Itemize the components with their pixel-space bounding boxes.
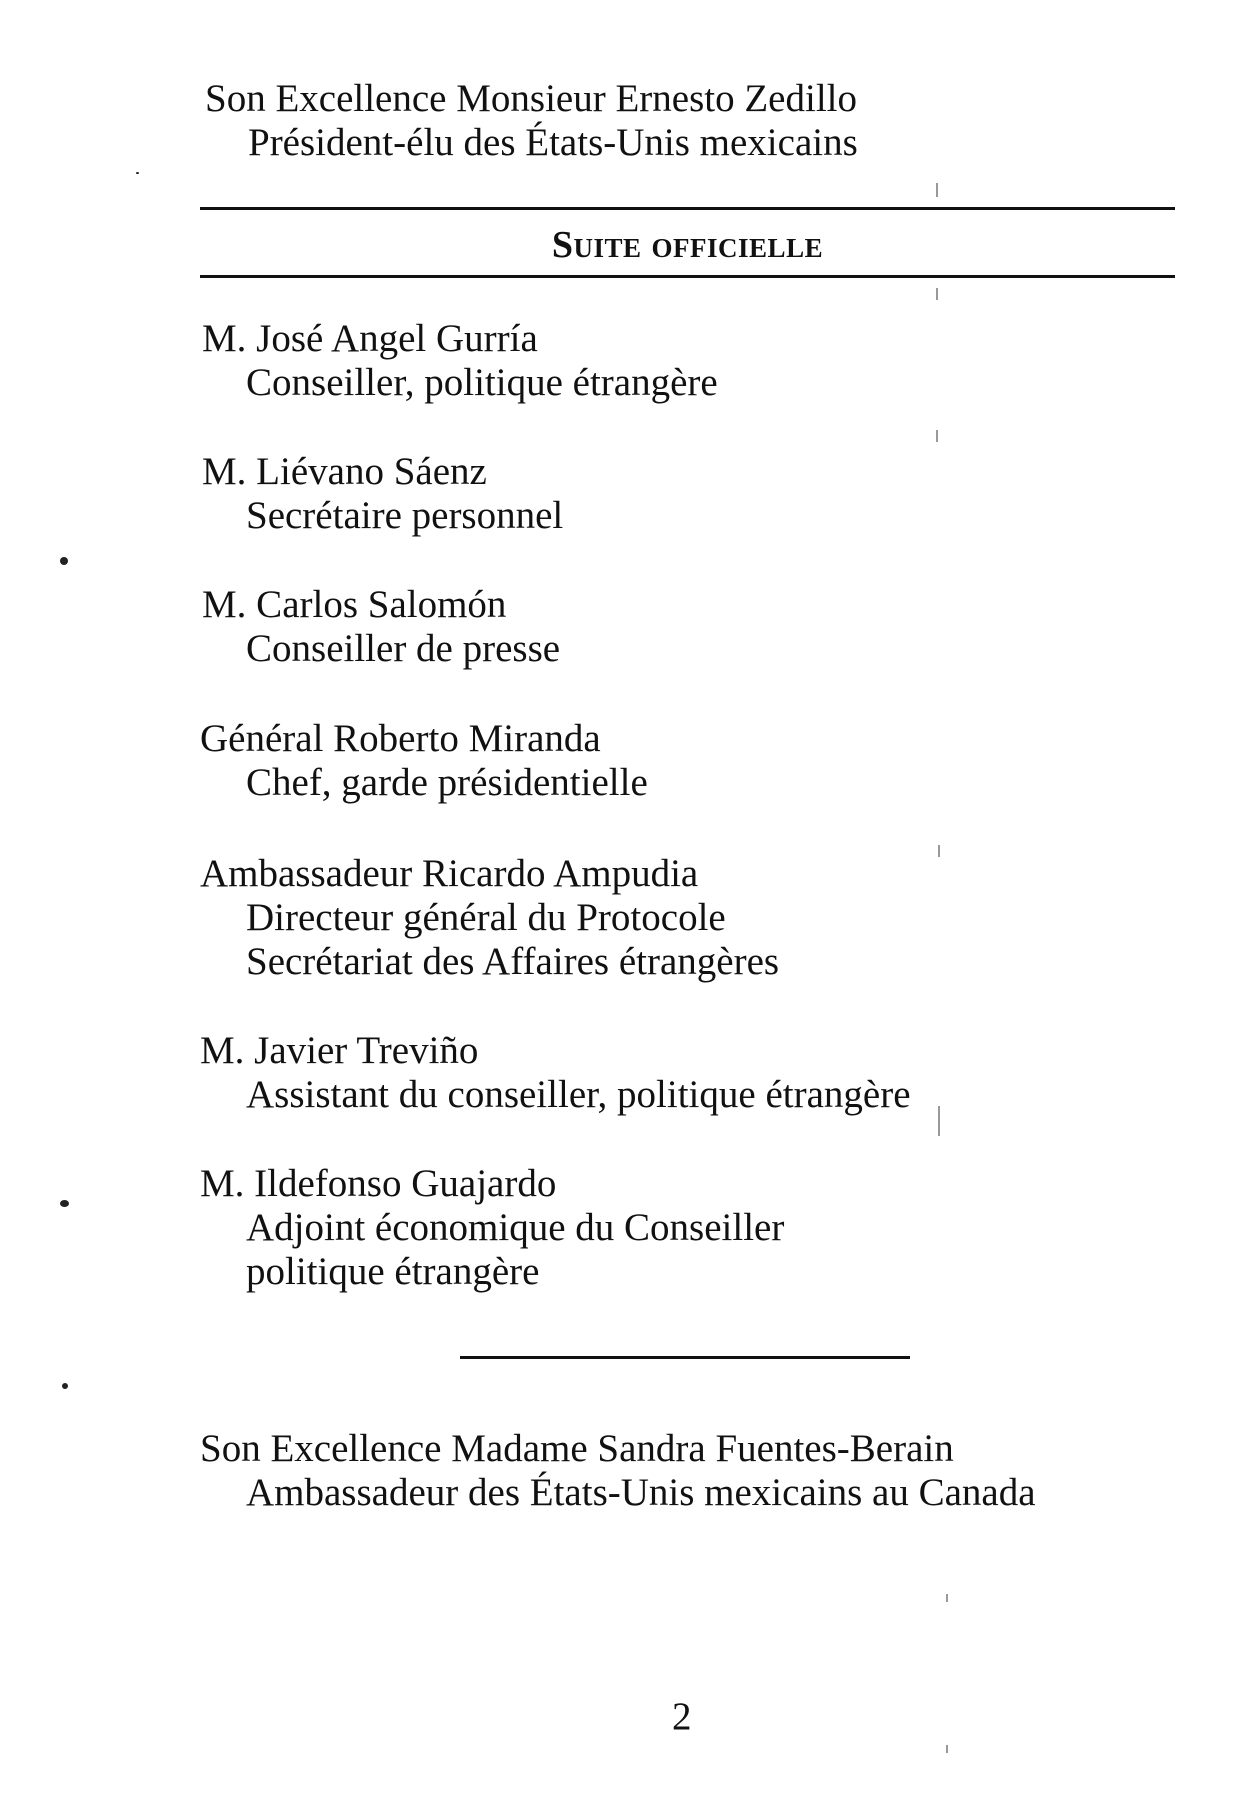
scan-speck [62, 1383, 68, 1389]
scan-speck [60, 1200, 69, 1207]
scan-mark [936, 183, 938, 197]
scan-mark [946, 1594, 948, 1602]
member-title: Conseiller, politique étrangère [246, 361, 718, 404]
scan-mark [938, 1106, 940, 1136]
member-title: Directeur général du Protocole [246, 896, 726, 939]
member-title: Conseiller de presse [246, 627, 561, 670]
top-rule [200, 207, 1175, 210]
scan-mark [946, 1745, 948, 1753]
member-title: Chef, garde présidentielle [246, 761, 648, 804]
member-title: Assistant du conseiller, politique étrangère [246, 1073, 911, 1116]
scan-mark [938, 845, 940, 857]
member-name: M. Carlos Salomón [202, 583, 507, 626]
member-title: politique étrangère [246, 1250, 540, 1293]
host-title: Président-élu des États-Unis mexicains [248, 121, 858, 164]
host-name: Son Excellence Monsieur Ernesto Zedillo [205, 77, 857, 120]
section-title: Suite officielle [551, 224, 824, 266]
ambassador-name: Son Excellence Madame Sandra Fuentes-Berain [200, 1427, 954, 1470]
separator-rule [460, 1356, 910, 1359]
member-title: Secrétaire personnel [246, 494, 564, 537]
scan-speck [136, 172, 139, 174]
scan-mark [936, 288, 938, 300]
member-name: M. Ildefonso Guajardo [200, 1162, 557, 1205]
member-name: M. Liévano Sáenz [202, 450, 487, 493]
member-name: M. José Angel Gurría [202, 317, 538, 360]
scan-mark [936, 430, 938, 442]
scan-speck [60, 557, 68, 565]
page-number: 2 [672, 1695, 692, 1738]
member-name: M. Javier Treviño [200, 1029, 479, 1072]
bottom-rule [200, 275, 1175, 278]
member-title: Adjoint économique du Conseiller [246, 1206, 785, 1249]
member-name: Ambassadeur Ricardo Ampudia [200, 852, 699, 895]
ambassador-title: Ambassadeur des États-Unis mexicains au Canada [246, 1471, 1036, 1514]
member-title: Secrétariat des Affaires étrangères [246, 940, 780, 983]
member-name: Général Roberto Miranda [200, 717, 601, 760]
